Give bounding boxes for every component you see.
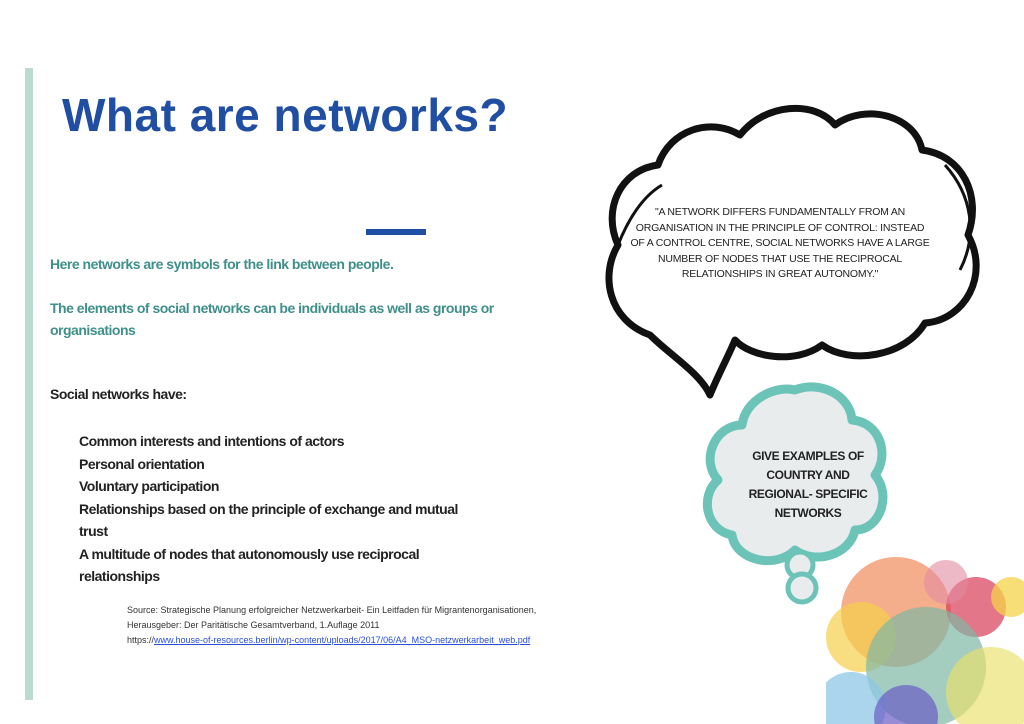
- source-line-1: Source: Strategische Planung erfolgreicher Netzwerkarbeit- Ein Leitfaden für Migrantenorganisationen,: [127, 605, 537, 615]
- feature-item: Common interests and intentions of actors: [79, 433, 344, 449]
- speech-bubble-quote: "A NETWORK DIFFERS FUNDAMENTALLY FROM AN ORGANISATION IN THE PRINCIPLE OF CONTROL: INSTEAD OF A CONTROL CENTRE, SOCIAL NETWORKS HAVE A LARGE NUMBER OF NODES THAT USE THE RECIPROCAL RELATIONSHIPS IN GREAT AUTONOMY.": [630, 206, 930, 281]
- source-citation: [127, 603, 597, 648]
- source-link[interactable]: www.house-of-resources.berlin/wp-content/uploads/2017/06/A4_MSO-netzwerkarbeit_web.pdf: [154, 635, 531, 645]
- intro-paragraph-2: The elements of social networks can be individuals as well as groups or organisations: [50, 300, 494, 338]
- source-line-2: Herausgeber: Der Paritätische Gesamtverband, 1.Auflage 2011: [127, 620, 380, 630]
- source-url-prefix: https://: [127, 635, 155, 645]
- feature-item: Personal orientation: [79, 455, 205, 472]
- thought-cloud-prompt: GIVE EXAMPLES OF COUNTRY AND REGIONAL- SPECIFIC NETWORKS: [748, 449, 868, 520]
- feature-item: A multitude of nodes that autonomously use reciprocal relationships: [79, 545, 420, 584]
- feature-item: Voluntary participation: [79, 478, 219, 494]
- features-heading: Social networks have:: [50, 386, 187, 402]
- source-line-3: [127, 633, 597, 648]
- decorative-circles: [826, 527, 1024, 724]
- title-accent-dash: [366, 229, 426, 235]
- features-list: [79, 430, 479, 588]
- intro-paragraph-1: Here networks are symbols for the link between people.: [50, 256, 394, 272]
- feature-item: Relationships based on the principle of exchange and mutual trust: [79, 500, 458, 539]
- slide-title: What are networks?: [62, 89, 509, 141]
- left-accent-bar: [25, 68, 33, 700]
